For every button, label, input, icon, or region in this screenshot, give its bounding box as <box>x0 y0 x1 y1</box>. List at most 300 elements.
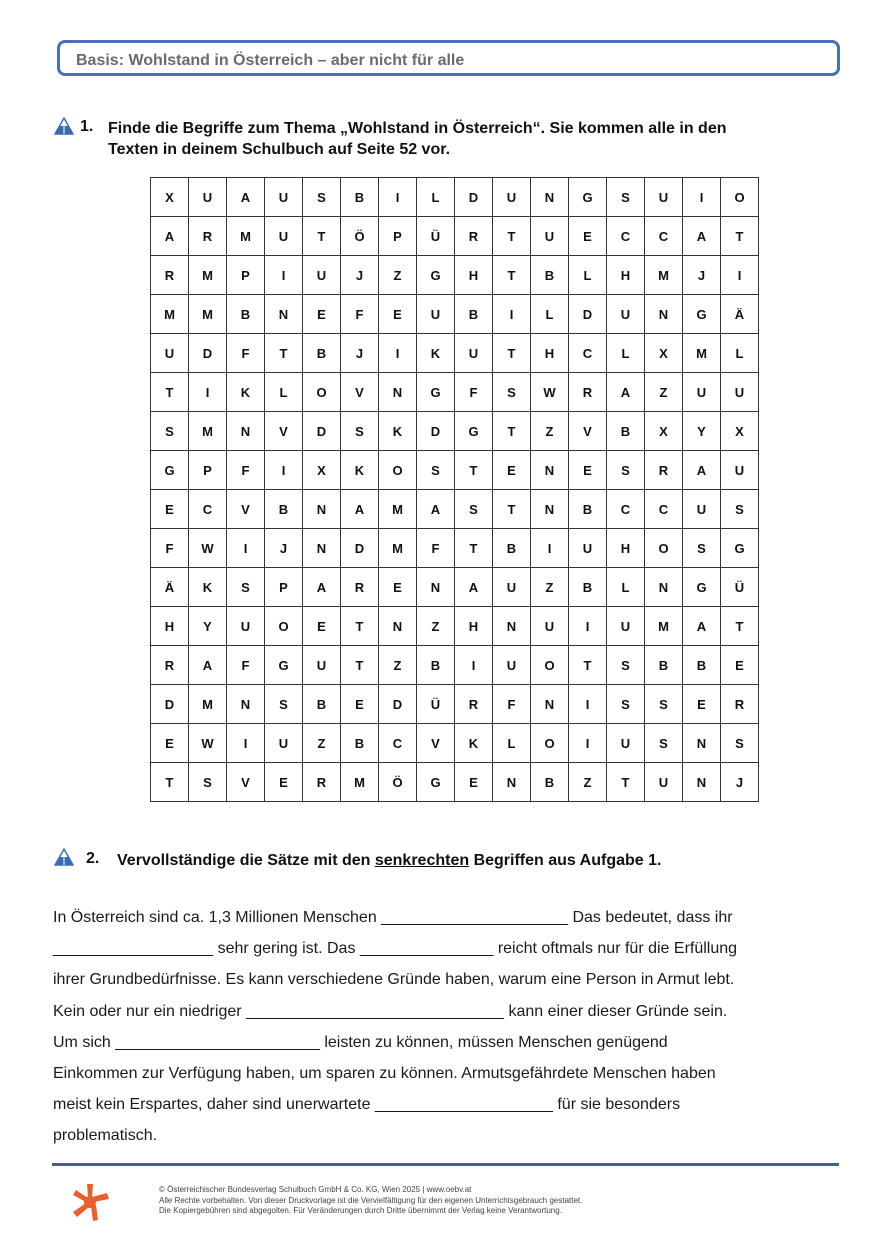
task-2-number: 2. <box>86 850 100 867</box>
grid-cell: G <box>683 568 721 607</box>
grid-cell: G <box>265 646 303 685</box>
grid-cell: U <box>151 334 189 373</box>
grid-cell: V <box>341 373 379 412</box>
grid-cell: N <box>531 490 569 529</box>
grid-cell: I <box>265 256 303 295</box>
grid-cell: U <box>607 295 645 334</box>
grid-cell: A <box>683 451 721 490</box>
task-1-number: 1. <box>80 118 94 135</box>
grid-cell: Y <box>189 607 227 646</box>
grid-cell: I <box>227 529 265 568</box>
grid-cell: U <box>303 646 341 685</box>
grid-cell: U <box>265 724 303 763</box>
grid-cell: R <box>303 763 341 802</box>
grid-cell: Z <box>417 607 455 646</box>
grid-cell: I <box>227 724 265 763</box>
grid-cell: B <box>227 295 265 334</box>
grid-cell: Ü <box>417 217 455 256</box>
grid-cell: J <box>341 334 379 373</box>
grid-cell: U <box>531 217 569 256</box>
grid-cell: T <box>265 334 303 373</box>
grid-cell: S <box>645 724 683 763</box>
grid-cell: U <box>455 334 493 373</box>
grid-cell: H <box>531 334 569 373</box>
header-box <box>57 40 840 76</box>
grid-cell: B <box>493 529 531 568</box>
grid-cell: B <box>683 646 721 685</box>
footer-line-2: Alle Rechte vorbehalten. Von dieser Druckvorlage ist die Vervielfältigung für den eigenen Unterrichtsgebrauch gestattet. <box>159 1195 583 1205</box>
grid-cell: D <box>569 295 607 334</box>
grid-row <box>151 490 759 529</box>
grid-cell: M <box>189 295 227 334</box>
grid-cell: N <box>303 490 341 529</box>
grid-cell: H <box>455 256 493 295</box>
grid-cell: K <box>341 451 379 490</box>
grid-cell: A <box>227 178 265 217</box>
grid-cell: G <box>569 178 607 217</box>
grid-cell: O <box>531 724 569 763</box>
grid-cell: T <box>493 412 531 451</box>
grid-cell: T <box>493 217 531 256</box>
grid-cell: T <box>569 646 607 685</box>
grid-cell: L <box>493 724 531 763</box>
grid-row <box>151 646 759 685</box>
grid-cell: M <box>151 295 189 334</box>
grid-cell: T <box>493 490 531 529</box>
grid-cell: R <box>455 685 493 724</box>
grid-cell: F <box>493 685 531 724</box>
grid-cell: A <box>607 373 645 412</box>
grid-row <box>151 373 759 412</box>
task-1-line-1: Finde die Begriffe zum Thema „Wohlstand in Österreich“. Sie kommen alle in den <box>108 120 727 137</box>
grid-cell: G <box>417 763 455 802</box>
grid-cell: B <box>303 334 341 373</box>
grid-cell: L <box>569 256 607 295</box>
grid-cell: W <box>189 724 227 763</box>
grid-cell: B <box>455 295 493 334</box>
cloze-paragraph <box>53 902 843 1152</box>
grid-cell: U <box>683 373 721 412</box>
grid-cell: U <box>645 763 683 802</box>
task-2-text-underlined: senkrechten <box>374 852 470 869</box>
grid-row <box>151 217 759 256</box>
difficulty-pyramid-icon <box>54 117 74 135</box>
grid-cell: P <box>189 451 227 490</box>
grid-cell: P <box>379 217 417 256</box>
grid-cell: X <box>721 412 759 451</box>
grid-cell: S <box>341 412 379 451</box>
grid-cell: Z <box>379 646 417 685</box>
grid-cell: H <box>607 256 645 295</box>
grid-cell: S <box>607 178 645 217</box>
grid-cell: L <box>607 568 645 607</box>
grid-cell: B <box>645 646 683 685</box>
grid-cell: I <box>721 256 759 295</box>
grid-cell: E <box>493 451 531 490</box>
grid-cell: G <box>683 295 721 334</box>
grid-cell: E <box>455 763 493 802</box>
grid-row <box>151 451 759 490</box>
grid-cell: N <box>683 724 721 763</box>
grid-cell: N <box>645 295 683 334</box>
grid-cell: U <box>683 490 721 529</box>
grid-cell: S <box>303 178 341 217</box>
grid-cell: H <box>607 529 645 568</box>
grid-cell: C <box>645 217 683 256</box>
grid-cell: M <box>189 256 227 295</box>
grid-cell: U <box>569 529 607 568</box>
grid-cell: C <box>607 217 645 256</box>
grid-cell: U <box>265 217 303 256</box>
grid-cell: C <box>569 334 607 373</box>
grid-cell: P <box>265 568 303 607</box>
grid-row <box>151 178 759 217</box>
grid-cell: S <box>227 568 265 607</box>
footer-divider <box>52 1163 839 1166</box>
grid-cell: G <box>455 412 493 451</box>
grid-cell: V <box>227 490 265 529</box>
grid-cell: S <box>493 373 531 412</box>
grid-cell: A <box>303 568 341 607</box>
grid-cell: Z <box>569 763 607 802</box>
grid-cell: T <box>455 529 493 568</box>
publisher-logo-icon <box>70 1182 110 1222</box>
grid-cell: E <box>265 763 303 802</box>
grid-cell: D <box>151 685 189 724</box>
grid-cell: C <box>189 490 227 529</box>
grid-cell: V <box>417 724 455 763</box>
grid-cell: T <box>607 763 645 802</box>
grid-cell: Ö <box>341 217 379 256</box>
grid-cell: U <box>303 256 341 295</box>
grid-cell: O <box>531 646 569 685</box>
grid-cell: Z <box>531 412 569 451</box>
grid-cell: F <box>455 373 493 412</box>
grid-cell: U <box>493 568 531 607</box>
grid-cell: S <box>721 724 759 763</box>
grid-cell: U <box>189 178 227 217</box>
grid-cell: R <box>341 568 379 607</box>
grid-cell: I <box>569 607 607 646</box>
grid-cell: R <box>645 451 683 490</box>
grid-cell: M <box>379 529 417 568</box>
grid-cell: N <box>417 568 455 607</box>
grid-cell: S <box>645 685 683 724</box>
grid-cell: N <box>227 412 265 451</box>
task-1-instruction <box>108 118 727 160</box>
grid-cell: B <box>607 412 645 451</box>
grid-cell: E <box>341 685 379 724</box>
grid-cell: A <box>151 217 189 256</box>
grid-cell: E <box>683 685 721 724</box>
grid-cell: G <box>417 256 455 295</box>
grid-cell: E <box>303 295 341 334</box>
grid-cell: L <box>265 373 303 412</box>
grid-cell: B <box>569 568 607 607</box>
grid-cell: Z <box>379 256 417 295</box>
grid-cell: B <box>569 490 607 529</box>
grid-cell: T <box>455 451 493 490</box>
grid-cell: E <box>569 217 607 256</box>
grid-row <box>151 763 759 802</box>
grid-cell: N <box>531 685 569 724</box>
grid-cell: Ö <box>379 763 417 802</box>
grid-cell: A <box>417 490 455 529</box>
grid-cell: U <box>531 607 569 646</box>
grid-cell: T <box>151 373 189 412</box>
grid-cell: U <box>721 451 759 490</box>
grid-cell: B <box>531 256 569 295</box>
grid-cell: W <box>531 373 569 412</box>
footer-copyright <box>159 1185 582 1217</box>
grid-cell: O <box>721 178 759 217</box>
grid-cell: E <box>379 295 417 334</box>
grid-cell: R <box>151 256 189 295</box>
grid-cell: M <box>379 490 417 529</box>
grid-cell: T <box>303 217 341 256</box>
grid-cell: H <box>455 607 493 646</box>
grid-cell: C <box>607 490 645 529</box>
grid-cell: R <box>569 373 607 412</box>
grid-cell: R <box>721 685 759 724</box>
grid-row <box>151 568 759 607</box>
grid-cell: T <box>721 217 759 256</box>
cloze-line-3: ihrer Grundbedürfnisse. Es kann verschiedene Gründe haben, warum eine Person in Armut lebt. <box>53 971 735 989</box>
grid-cell: U <box>607 724 645 763</box>
grid-cell: I <box>493 295 531 334</box>
grid-cell: K <box>379 412 417 451</box>
grid-cell: K <box>227 373 265 412</box>
grid-cell: A <box>341 490 379 529</box>
grid-row <box>151 334 759 373</box>
page-title: Basis: Wohlstand in Österreich – aber nicht für alle <box>76 52 465 69</box>
grid-cell: B <box>341 178 379 217</box>
grid-row <box>151 412 759 451</box>
grid-cell: I <box>379 334 417 373</box>
grid-cell: N <box>379 373 417 412</box>
grid-cell: S <box>151 412 189 451</box>
cloze-line-6: Einkommen zur Verfügung haben, um sparen zu können. Armutsgefährdete Menschen haben <box>53 1065 716 1083</box>
grid-cell: D <box>417 412 455 451</box>
grid-cell: M <box>683 334 721 373</box>
grid-cell: A <box>683 607 721 646</box>
grid-cell: N <box>683 763 721 802</box>
grid-cell: L <box>531 295 569 334</box>
grid-cell: A <box>455 568 493 607</box>
grid-cell: I <box>569 724 607 763</box>
grid-cell: J <box>265 529 303 568</box>
grid-cell: O <box>265 607 303 646</box>
grid-cell: G <box>721 529 759 568</box>
grid-cell: N <box>303 529 341 568</box>
grid-cell: U <box>493 178 531 217</box>
grid-cell: F <box>341 295 379 334</box>
grid-cell: Ü <box>721 568 759 607</box>
grid-cell: N <box>531 178 569 217</box>
grid-cell: H <box>151 607 189 646</box>
grid-cell: I <box>189 373 227 412</box>
grid-cell: U <box>227 607 265 646</box>
grid-cell: S <box>607 646 645 685</box>
grid-cell: F <box>151 529 189 568</box>
grid-cell: Ä <box>721 295 759 334</box>
grid-cell: G <box>151 451 189 490</box>
grid-cell: L <box>417 178 455 217</box>
grid-cell: L <box>721 334 759 373</box>
grid-row <box>151 529 759 568</box>
grid-cell: S <box>455 490 493 529</box>
grid-cell: M <box>227 217 265 256</box>
grid-cell: U <box>493 646 531 685</box>
grid-cell: D <box>303 412 341 451</box>
task-1-line-2: Texten in deinem Schulbuch auf Seite 52 vor. <box>108 141 451 158</box>
grid-cell: I <box>265 451 303 490</box>
grid-cell: O <box>303 373 341 412</box>
grid-cell: J <box>721 763 759 802</box>
grid-cell: I <box>569 685 607 724</box>
grid-cell: X <box>303 451 341 490</box>
grid-cell: V <box>265 412 303 451</box>
difficulty-pyramid-icon <box>54 848 74 866</box>
grid-cell: S <box>683 529 721 568</box>
cloze-line-1: In Österreich sind ca. 1,3 Millionen Menschen _____________________ Das bedeutet, dass ihr <box>53 909 733 926</box>
grid-cell: R <box>151 646 189 685</box>
grid-cell: U <box>645 178 683 217</box>
grid-cell: B <box>303 685 341 724</box>
grid-cell: N <box>493 763 531 802</box>
grid-cell: F <box>227 646 265 685</box>
grid-cell: Ä <box>151 568 189 607</box>
grid-cell: V <box>227 763 265 802</box>
grid-cell: X <box>645 412 683 451</box>
grid-cell: E <box>379 568 417 607</box>
grid-cell: S <box>265 685 303 724</box>
grid-cell: S <box>607 685 645 724</box>
grid-cell: R <box>189 217 227 256</box>
cloze-line-2: __________________ sehr gering ist. Das _______________ reicht oftmals nur für die Erfüllung <box>53 940 738 958</box>
grid-cell: T <box>721 607 759 646</box>
grid-cell: E <box>569 451 607 490</box>
grid-cell: L <box>607 334 645 373</box>
grid-cell: S <box>189 763 227 802</box>
grid-cell: J <box>341 256 379 295</box>
grid-cell: O <box>645 529 683 568</box>
grid-cell: E <box>721 646 759 685</box>
grid-cell: A <box>189 646 227 685</box>
grid-cell: B <box>531 763 569 802</box>
task-2-text-after: Begriffen aus Aufgabe 1. <box>469 852 662 869</box>
footer-line-3: Die Kopiergebühren sind abgegolten. Für Veränderungen durch Dritte übernimmt der Verlag keine Verantwortung. <box>159 1206 562 1215</box>
grid-cell: K <box>455 724 493 763</box>
grid-cell: K <box>417 334 455 373</box>
grid-cell: I <box>683 178 721 217</box>
grid-row <box>151 724 759 763</box>
grid-cell: Z <box>531 568 569 607</box>
grid-cell: A <box>683 217 721 256</box>
cloze-line-4: Kein oder nur ein niedriger _____________________________ kann einer dieser Gründe sein. <box>53 1002 728 1020</box>
grid-cell: S <box>721 490 759 529</box>
grid-cell: C <box>379 724 417 763</box>
grid-cell: Ü <box>417 685 455 724</box>
grid-cell: R <box>455 217 493 256</box>
grid-cell: B <box>417 646 455 685</box>
grid-cell: F <box>227 334 265 373</box>
grid-cell: U <box>721 373 759 412</box>
cloze-line-5: Um sich _______________________ leisten zu können, müssen Menschen genügend <box>53 1033 668 1051</box>
grid-cell: X <box>151 178 189 217</box>
grid-cell: D <box>379 685 417 724</box>
grid-cell: S <box>607 451 645 490</box>
grid-cell: K <box>189 568 227 607</box>
grid-cell: N <box>493 607 531 646</box>
grid-cell: Z <box>303 724 341 763</box>
grid-cell: Y <box>683 412 721 451</box>
word-search-grid <box>150 177 759 802</box>
grid-cell: N <box>227 685 265 724</box>
grid-cell: D <box>189 334 227 373</box>
task-2-instruction <box>117 850 661 871</box>
grid-cell: G <box>417 373 455 412</box>
grid-cell: S <box>417 451 455 490</box>
grid-row <box>151 256 759 295</box>
grid-cell: F <box>417 529 455 568</box>
grid-cell: E <box>151 724 189 763</box>
grid-cell: I <box>379 178 417 217</box>
grid-cell: Z <box>645 373 683 412</box>
grid-cell: T <box>341 607 379 646</box>
grid-cell: T <box>151 763 189 802</box>
grid-cell: N <box>645 568 683 607</box>
grid-cell: I <box>455 646 493 685</box>
task-2-text-before: Vervollständige die Sätze mit den <box>117 852 375 869</box>
grid-cell: N <box>379 607 417 646</box>
grid-cell: F <box>227 451 265 490</box>
grid-cell: N <box>265 295 303 334</box>
grid-cell: T <box>493 334 531 373</box>
grid-cell: P <box>227 256 265 295</box>
grid-cell: V <box>569 412 607 451</box>
grid-cell: M <box>189 685 227 724</box>
grid-cell: T <box>493 256 531 295</box>
grid-cell: M <box>189 412 227 451</box>
grid-row <box>151 685 759 724</box>
grid-cell: U <box>265 178 303 217</box>
grid-cell: M <box>645 256 683 295</box>
grid-cell: C <box>645 490 683 529</box>
grid-cell: U <box>607 607 645 646</box>
footer-line-1: © Österreichischer Bundesverlag Schulbuch GmbH & Co. KG, Wien 2025 | www.oebv.at <box>159 1185 472 1194</box>
grid-cell: D <box>455 178 493 217</box>
grid-cell: W <box>189 529 227 568</box>
grid-cell: M <box>645 607 683 646</box>
cloze-line-7: meist kein Erspartes, daher sind unerwartete ____________________ für sie besonders <box>53 1096 681 1114</box>
grid-cell: U <box>417 295 455 334</box>
grid-cell: M <box>341 763 379 802</box>
grid-row <box>151 607 759 646</box>
grid-cell: I <box>531 529 569 568</box>
grid-cell: E <box>151 490 189 529</box>
grid-cell: D <box>341 529 379 568</box>
grid-cell: B <box>341 724 379 763</box>
grid-cell: E <box>303 607 341 646</box>
grid-cell: N <box>531 451 569 490</box>
cloze-line-8: problematisch. <box>53 1127 158 1145</box>
grid-cell: O <box>379 451 417 490</box>
grid-cell: X <box>645 334 683 373</box>
grid-cell: B <box>265 490 303 529</box>
grid-cell: J <box>683 256 721 295</box>
grid-row <box>151 295 759 334</box>
